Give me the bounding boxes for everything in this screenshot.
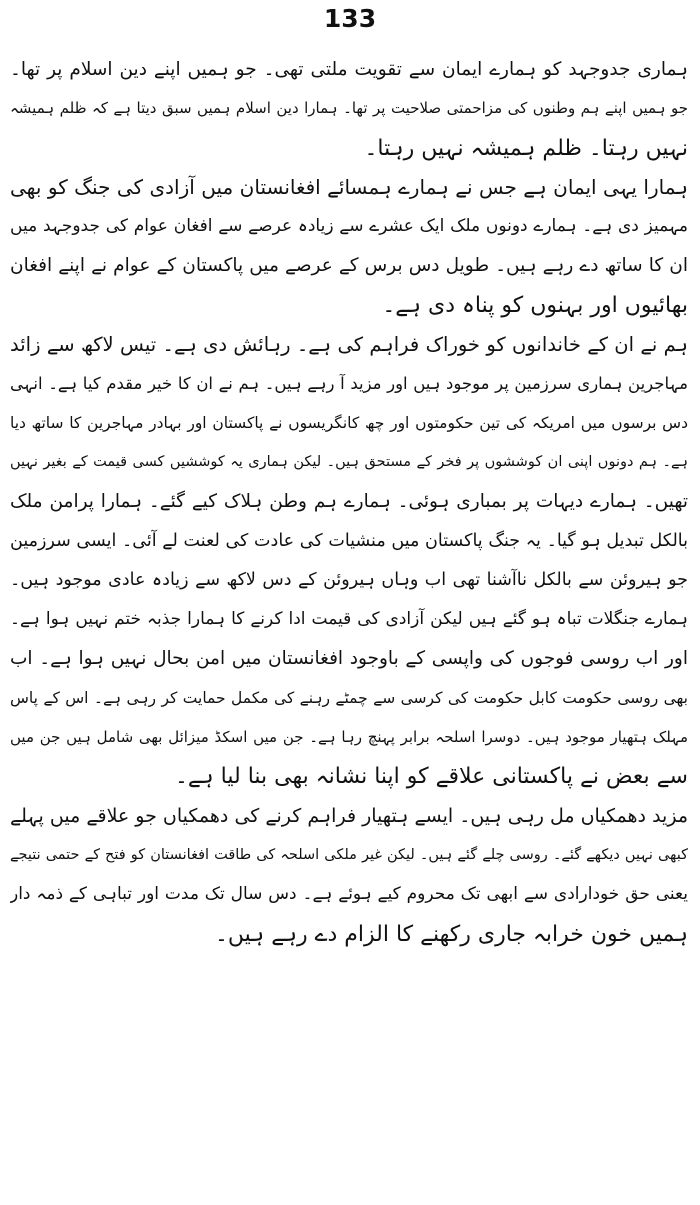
text-line: ہماری جدوجہد کو ہمارے ایمان سے تقویت ملتی تھی۔ جو ہمیں اپنے دین اسلام پر تھا۔ — [10, 59, 688, 80]
text-line: بھی روسی حکومت کابل حکومت کی کرسی سے چمٹے رہنے کی مکمل حمایت کر رہی ہے۔ اس کے پاس — [10, 688, 688, 707]
text-line: مہلک ہتھیار موجود ہیں۔ دوسرا اسلحہ برابر پہنچ رہا ہے۔ جن میں اسکڈ میزائل بھی شامل ہیں جن میں — [10, 728, 688, 747]
text-line: ہمارے جنگلات تباہ ہو گئے ہیں لیکن آزادی کی قیمت ادا کرنے کا ہمارا جذبہ ختم نہیں ہوا ہے۔ — [10, 609, 688, 630]
text-line: تھیں۔ ہمارے دیہات پر بمباری ہوئی۔ ہمارے ہم وطن ہلاک کیے گئے۔ ہمارا پرامن ملک — [10, 491, 688, 513]
text-line: جو ہمیں اپنے ہم وطنوں کی مزاحمتی صلاحیت پر تھا۔ ہمارا دین اسلام ہمیں سبق دیتا ہے کہ ظلم ہمیشہ — [10, 99, 688, 118]
text-line: سے بعض نے پاکستانی علاقے کو اپنا نشانہ بھی بنا لیا ہے۔ — [174, 764, 688, 790]
text-line: اور اب روسی فوجوں کی واپسی کے باوجود افغانستان میں امن بحال نہیں ہوا ہے۔ اب — [10, 648, 688, 670]
text-line: مہاجرین ہماری سرزمین پر موجود ہیں اور مزید آ رہے ہیں۔ ہم نے ان کا خیر مقدم کیا ہے۔ انہی — [10, 374, 688, 394]
text-line: نہیں رہتا۔ ظلم ہمیشہ نہیں رہتا۔ — [364, 135, 688, 161]
text-line: ہمارا یہی ایمان ہے جس نے ہمارے ہمسائے افغانستان میں آزادی کی جنگ کو بھی — [10, 174, 688, 199]
text-line: بالکل تبدیل ہو گیا۔ یہ جنگ پاکستان میں منشیات کی عادت کی لعنت لے آئی۔ ایسی سرزمین — [10, 530, 688, 551]
document-body — [10, 50, 688, 954]
text-line: مہمیز دی ہے۔ ہمارے دونوں ملک ایک عشرے سے زیادہ عرصے سے افغان عوام کی جدوجہد میں — [10, 216, 688, 237]
text-line: ہمیں خون خرابہ جاری رکھنے کا الزام دے رہے ہیں۔ — [215, 921, 688, 947]
text-line: مزید دھمکیاں مل رہی ہیں۔ ایسے ہتھیار فراہم کرنے کی دھمکیاں جو علاقے میں پہلے — [10, 804, 688, 827]
text-line: جو ہیروئن سے بالکل ناآشنا تھی اب وہاں ہیروئن کے دس لاکھ سے زیادہ عادی موجود ہیں۔ — [10, 569, 688, 590]
text-line: ہم نے ان کے خاندانوں کو خوراک فراہم کی ہے۔ رہائش دی ہے۔ تیس لاکھ سے زائد — [10, 333, 688, 357]
page-number: 133 — [323, 4, 377, 33]
text-line: ان کا ساتھ دے رہے ہیں۔ طویل دس برس کے عرصے میں پاکستان کے عوام نے اپنے افغان — [10, 255, 688, 277]
text-line: یعنی حق خودارادی سے ابھی تک محروم کیے ہوئے ہے۔ دس سال تک مدت اور تباہی کے ذمہ دار — [10, 884, 688, 905]
text-line: دس برسوں میں امریکہ کی تین حکومتوں اور چھ کانگریسوں نے پاکستان اور بہادر مہاجرین کا ساتھ دیا — [10, 413, 688, 432]
text-line: ہے۔ ہم دونوں اپنی ان کوششوں پر فخر کے مستحق ہیں۔ لیکن ہماری یہ کوششیں کسی قیمت کے بغیر نہیں — [10, 453, 688, 470]
text-line: بھائیوں اور بہنوں کو پناہ دی ہے۔ — [382, 292, 688, 318]
text-line: کبھی نہیں دیکھے گئے۔ روسی چلے گئے ہیں۔ لیکن غیر ملکی اسلحہ کی طاقت افغانستان کو فتح کے حتمی نتیجے — [10, 846, 688, 863]
